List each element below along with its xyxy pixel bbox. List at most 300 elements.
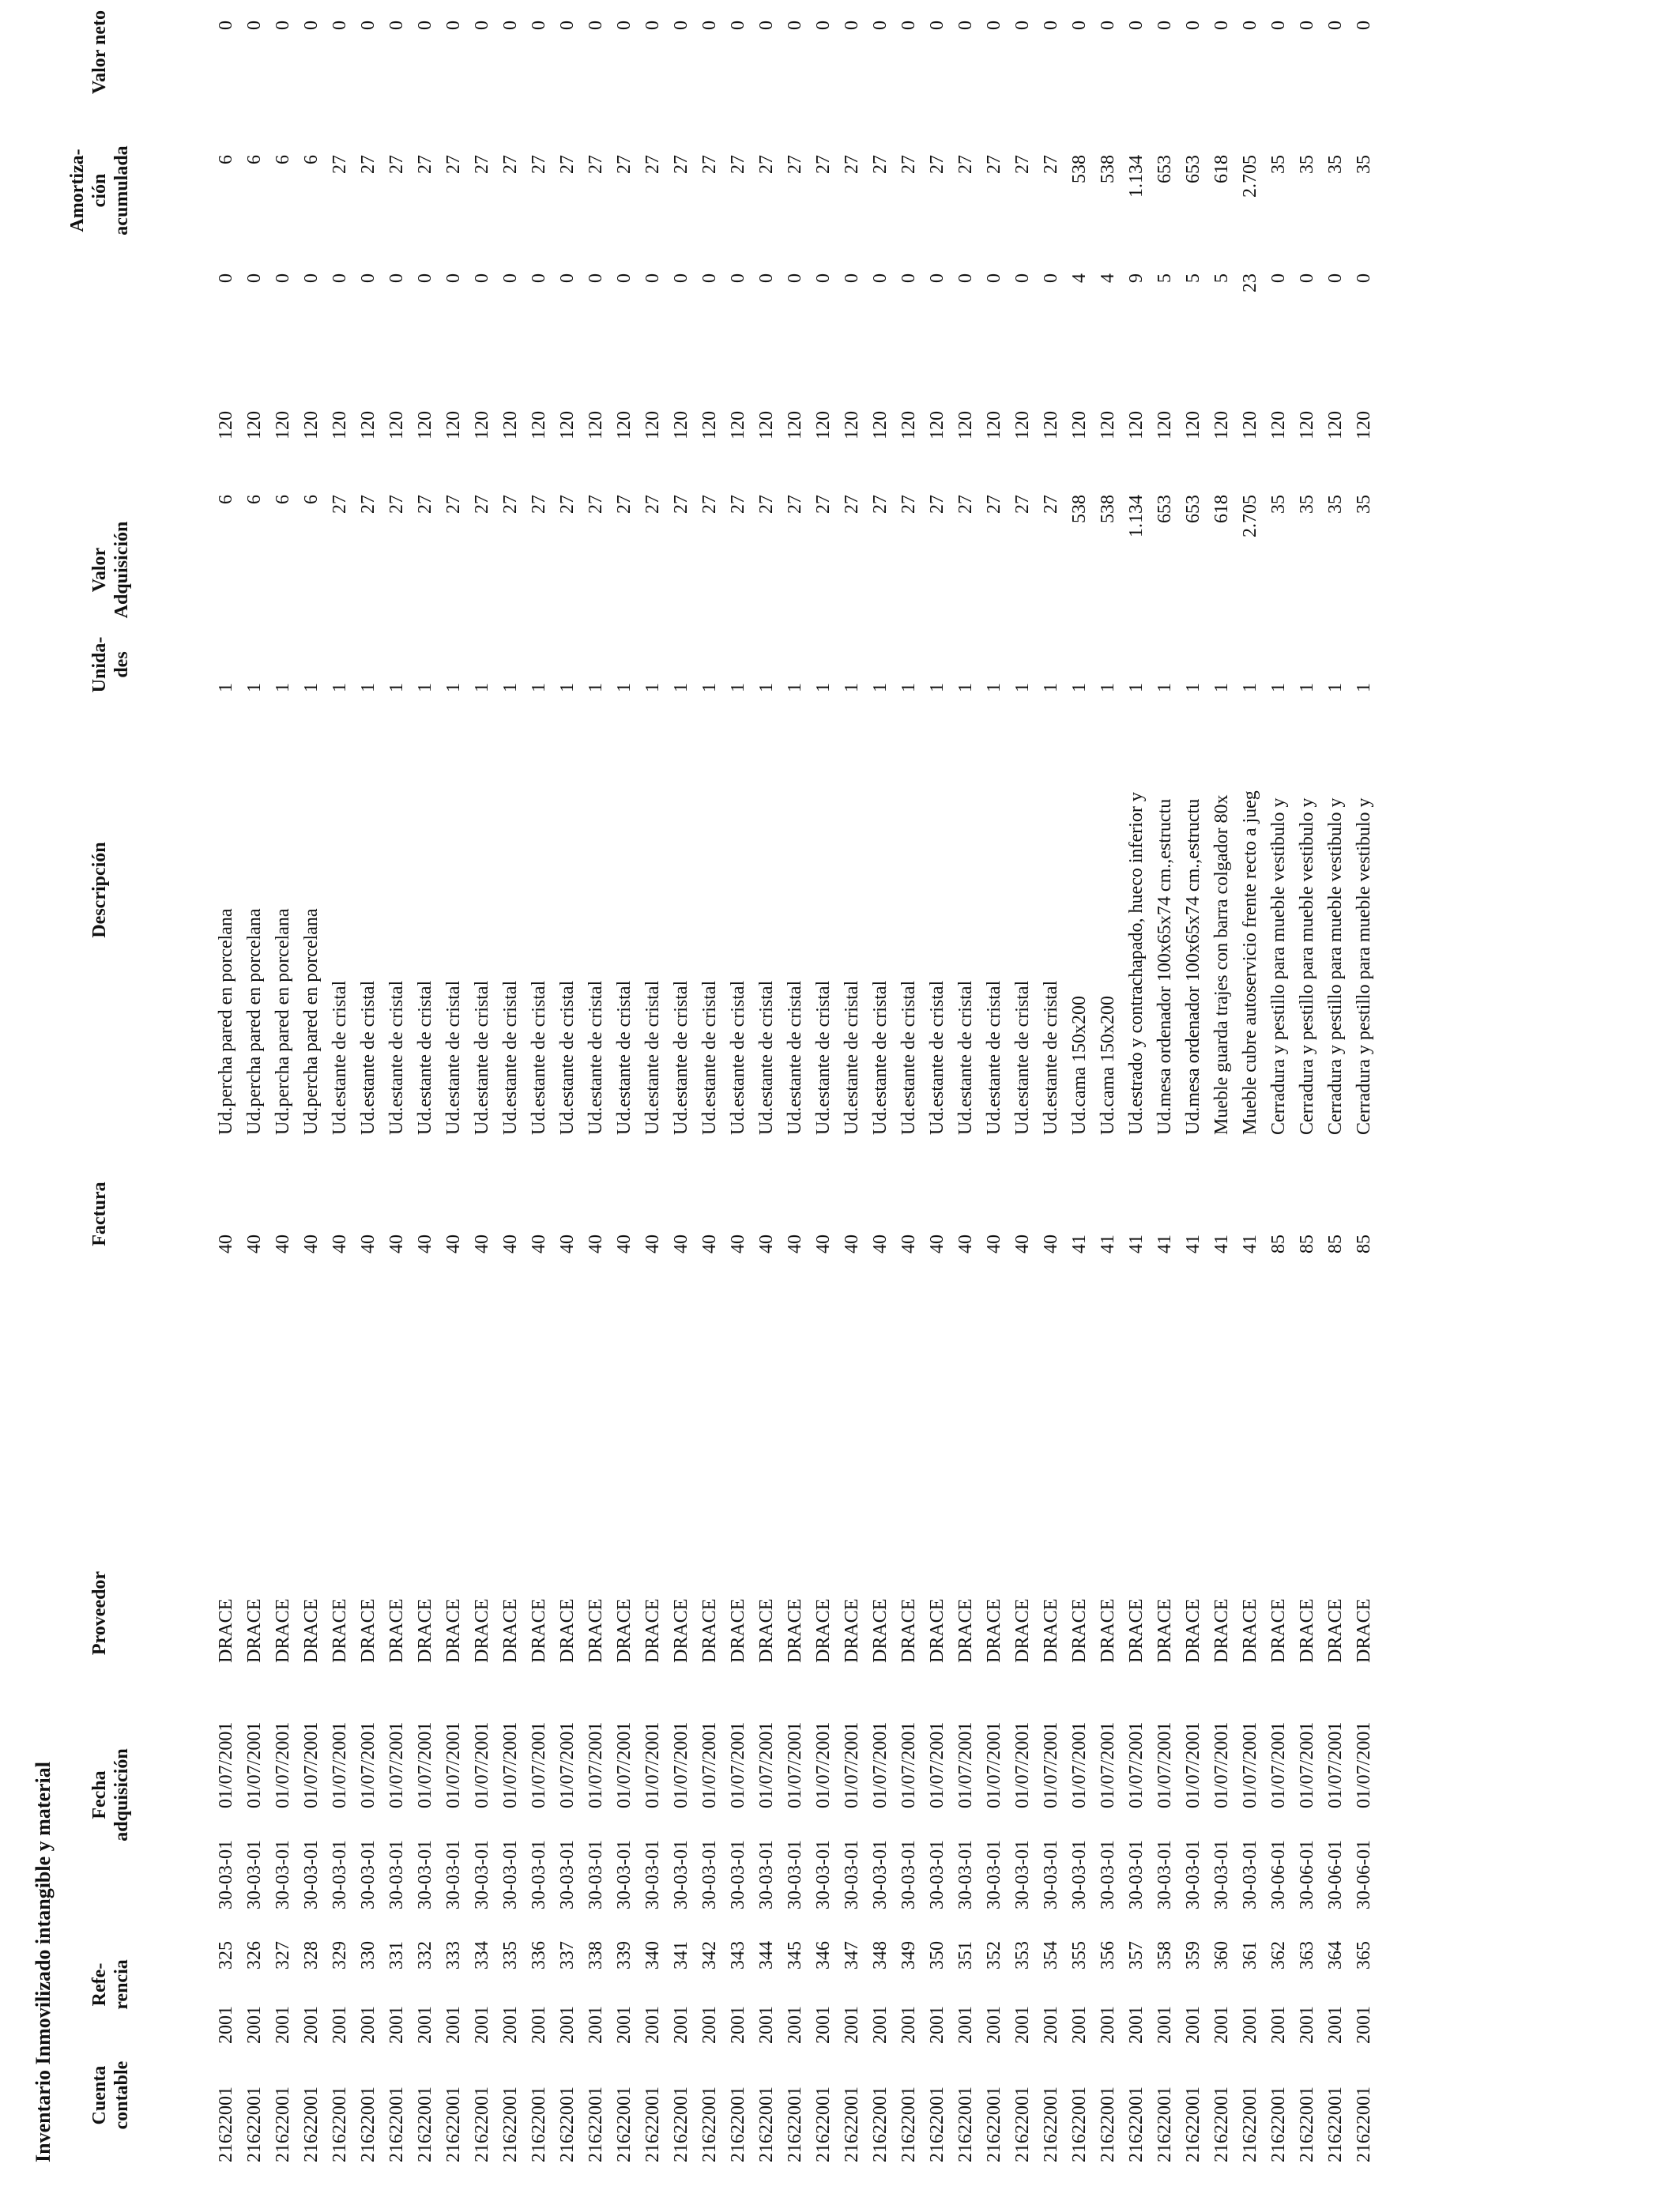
cell-descripcion: Ud.percha pared en porcelana [301, 908, 322, 1135]
table-row [582, 0, 610, 2194]
cell-factura: 40 [642, 1235, 663, 1253]
cell-factura: 40 [813, 1235, 834, 1253]
cell-dotacion: 0 [728, 273, 748, 283]
cell-vida-util: 120 [415, 411, 435, 439]
cell-valor-neto: 0 [386, 21, 407, 30]
table-row [1321, 0, 1350, 2194]
cell-valor-neto: 0 [671, 21, 691, 30]
cell-valor-neto: 0 [1325, 21, 1346, 30]
cell-cuenta-contable: 21622001 [1155, 2087, 1175, 2162]
cell-amortizacion-acumulada: 27 [472, 155, 492, 174]
cell-valor-adquisicion: 27 [642, 495, 663, 514]
cell-factura: 40 [1012, 1235, 1033, 1253]
cell-fecha-alta: 01/07/2001 [415, 1721, 435, 1808]
cell-unidades: 1 [443, 683, 464, 692]
cell-factura: 85 [1354, 1235, 1374, 1253]
cell-unidades: 1 [699, 683, 720, 692]
cell-fecha-alta: 01/07/2001 [1268, 1721, 1289, 1808]
cell-dotacion: 0 [301, 273, 322, 283]
cell-dotacion: 0 [358, 273, 379, 283]
cell-amortizacion-acumulada: 538 [1069, 155, 1090, 183]
header-referencia: Refe- rencia [89, 1959, 132, 2010]
cell-proveedor: DRACE [642, 1598, 663, 1663]
cell-referencia-year: 2001 [1126, 2006, 1147, 2044]
cell-proveedor: DRACE [984, 1598, 1004, 1663]
cell-vida-util: 120 [273, 411, 293, 439]
cell-valor-neto: 0 [1183, 21, 1203, 30]
header-descripcion: Descripción [89, 842, 110, 938]
cell-referencia-num: 353 [1012, 1941, 1033, 1970]
cell-cuenta-contable: 21622001 [699, 2087, 720, 2162]
cell-fecha-alta: 01/07/2001 [443, 1721, 464, 1808]
cell-descripcion: Ud.estante de cristal [699, 980, 720, 1135]
cell-valor-adquisicion: 35 [1325, 495, 1346, 514]
cell-valor-adquisicion: 27 [472, 495, 492, 514]
cell-valor-adquisicion: 35 [1354, 495, 1374, 514]
table-row [496, 0, 525, 2194]
cell-valor-neto: 0 [415, 21, 435, 30]
cell-fecha-adquisicion: 30-03-01 [927, 1840, 947, 1909]
cell-unidades: 1 [1325, 683, 1346, 692]
cell-referencia-num: 349 [898, 1941, 919, 1970]
cell-dotacion: 0 [671, 273, 691, 283]
cell-proveedor: DRACE [273, 1598, 293, 1663]
cell-valor-adquisicion: 35 [1268, 495, 1289, 514]
header-valor-adquisicion: Valor Adquisición [89, 521, 132, 619]
cell-amortizacion-acumulada: 27 [898, 155, 919, 174]
cell-cuenta-contable: 21622001 [273, 2087, 293, 2162]
cell-valor-adquisicion: 6 [301, 495, 322, 504]
cell-descripcion: Ud.estante de cristal [415, 980, 435, 1135]
cell-factura: 40 [358, 1235, 379, 1253]
cell-valor-neto: 0 [500, 21, 521, 30]
cell-vida-util: 120 [1041, 411, 1061, 439]
cell-descripcion: Cerradura y pestillo para mueble vestibulo y [1268, 797, 1289, 1135]
cell-dotacion: 0 [842, 273, 862, 283]
cell-fecha-alta: 01/07/2001 [984, 1721, 1004, 1808]
cell-proveedor: DRACE [301, 1598, 322, 1663]
cell-referencia-year: 2001 [500, 2006, 521, 2044]
table-row [525, 0, 553, 2194]
cell-proveedor: DRACE [500, 1598, 521, 1663]
cell-proveedor: DRACE [1297, 1598, 1317, 1663]
cell-valor-adquisicion: 6 [273, 495, 293, 504]
cell-referencia-year: 2001 [870, 2006, 891, 2044]
cell-unidades: 1 [1240, 683, 1260, 692]
cell-referencia-num: 344 [756, 1941, 777, 1970]
cell-cuenta-contable: 21622001 [358, 2087, 379, 2162]
cell-fecha-alta: 01/07/2001 [870, 1721, 891, 1808]
header-unidades: Unida- des [89, 636, 132, 693]
cell-dotacion: 0 [415, 273, 435, 283]
cell-fecha-alta: 01/07/2001 [671, 1721, 691, 1808]
cell-descripcion: Ud.estante de cristal [756, 980, 777, 1135]
cell-factura: 40 [500, 1235, 521, 1253]
cell-fecha-alta: 01/07/2001 [1012, 1721, 1033, 1808]
cell-valor-adquisicion: 538 [1069, 495, 1090, 523]
cell-referencia-year: 2001 [955, 2006, 976, 2044]
cell-cuenta-contable: 21622001 [1012, 2087, 1033, 2162]
cell-factura: 41 [1098, 1235, 1118, 1253]
cell-proveedor: DRACE [443, 1598, 464, 1663]
cell-cuenta-contable: 21622001 [1354, 2087, 1374, 2162]
cell-amortizacion-acumulada: 27 [842, 155, 862, 174]
cell-referencia-year: 2001 [927, 2006, 947, 2044]
cell-referencia-num: 342 [699, 1941, 720, 1970]
cell-descripcion: Ud.estante de cristal [870, 980, 891, 1135]
cell-fecha-adquisicion: 30-03-01 [842, 1840, 862, 1909]
cell-cuenta-contable: 21622001 [927, 2087, 947, 2162]
cell-descripcion: Ud.mesa ordenador 100x65x74 cm.,estructu [1155, 798, 1175, 1135]
cell-vida-util: 120 [358, 411, 379, 439]
cell-descripcion: Ud.estante de cristal [614, 980, 635, 1135]
cell-proveedor: DRACE [1183, 1598, 1203, 1663]
cell-unidades: 1 [1012, 683, 1033, 692]
cell-amortizacion-acumulada: 27 [415, 155, 435, 174]
cell-referencia-year: 2001 [1325, 2006, 1346, 2044]
cell-referencia-year: 2001 [386, 2006, 407, 2044]
cell-fecha-alta: 01/07/2001 [557, 1721, 578, 1808]
cell-amortizacion-acumulada: 538 [1098, 155, 1118, 183]
cell-referencia-num: 354 [1041, 1941, 1061, 1970]
cell-valor-neto: 0 [813, 21, 834, 30]
cell-factura: 40 [614, 1235, 635, 1253]
cell-fecha-adquisicion: 30-03-01 [1240, 1840, 1260, 1909]
cell-referencia-num: 348 [870, 1941, 891, 1970]
cell-proveedor: DRACE [927, 1598, 947, 1663]
cell-cuenta-contable: 21622001 [1240, 2087, 1260, 2162]
cell-descripcion: Ud.estante de cristal [500, 980, 521, 1135]
cell-cuenta-contable: 21622001 [785, 2087, 805, 2162]
cell-unidades: 1 [984, 683, 1004, 692]
cell-vida-util: 120 [1183, 411, 1203, 439]
cell-fecha-alta: 01/07/2001 [1354, 1721, 1374, 1808]
cell-fecha-alta: 01/07/2001 [529, 1721, 549, 1808]
cell-descripcion: Mueble guarda trajes con barra colgador 80x [1211, 794, 1232, 1135]
cell-amortizacion-acumulada: 27 [955, 155, 976, 174]
cell-valor-neto: 0 [529, 21, 549, 30]
cell-fecha-alta: 01/07/2001 [586, 1721, 606, 1808]
cell-proveedor: DRACE [330, 1598, 350, 1663]
cell-unidades: 1 [785, 683, 805, 692]
table-row [866, 0, 895, 2194]
cell-dotacion: 0 [813, 273, 834, 283]
cell-dotacion: 5 [1155, 273, 1175, 283]
header-cuenta-contable: Cuenta contable [89, 2060, 132, 2130]
cell-referencia-num: 346 [813, 1941, 834, 1970]
header-amortizacion-acumulada: Amortiza- ción acumulada [67, 145, 132, 236]
table-row [667, 0, 695, 2194]
cell-valor-neto: 0 [557, 21, 578, 30]
cell-proveedor: DRACE [1126, 1598, 1147, 1663]
cell-descripcion: Cerradura y pestillo para mueble vestibulo y [1325, 797, 1346, 1135]
cell-vida-util: 120 [927, 411, 947, 439]
cell-fecha-alta: 01/07/2001 [699, 1721, 720, 1808]
table-row [752, 0, 781, 2194]
cell-referencia-num: 358 [1155, 1941, 1175, 1970]
cell-proveedor: DRACE [244, 1598, 265, 1663]
cell-cuenta-contable: 21622001 [898, 2087, 919, 2162]
cell-referencia-year: 2001 [443, 2006, 464, 2044]
cell-fecha-alta: 01/07/2001 [1183, 1721, 1203, 1808]
cell-vida-util: 120 [671, 411, 691, 439]
cell-valor-adquisicion: 27 [557, 495, 578, 514]
cell-valor-adquisicion: 27 [1041, 495, 1061, 514]
cell-valor-neto: 0 [955, 21, 976, 30]
cell-vida-util: 120 [472, 411, 492, 439]
cell-valor-neto: 0 [1126, 21, 1147, 30]
cell-unidades: 1 [244, 683, 265, 692]
cell-referencia-num: 338 [586, 1941, 606, 1970]
cell-fecha-adquisicion: 30-03-01 [955, 1840, 976, 1909]
cell-factura: 40 [273, 1235, 293, 1253]
cell-fecha-adquisicion: 30-03-01 [1012, 1840, 1033, 1909]
cell-dotacion: 4 [1098, 273, 1118, 283]
cell-fecha-adquisicion: 30-03-01 [870, 1840, 891, 1909]
cell-dotacion: 5 [1183, 273, 1203, 283]
cell-proveedor: DRACE [842, 1598, 862, 1663]
cell-referencia-year: 2001 [614, 2006, 635, 2044]
cell-referencia-year: 2001 [813, 2006, 834, 2044]
cell-fecha-alta: 01/07/2001 [785, 1721, 805, 1808]
cell-unidades: 1 [1126, 683, 1147, 692]
cell-factura: 40 [244, 1235, 265, 1253]
cell-vida-util: 120 [216, 411, 236, 439]
cell-proveedor: DRACE [586, 1598, 606, 1663]
table-row [1122, 0, 1151, 2194]
cell-vida-util: 120 [699, 411, 720, 439]
cell-vida-util: 120 [500, 411, 521, 439]
cell-valor-adquisicion: 27 [842, 495, 862, 514]
cell-amortizacion-acumulada: 27 [984, 155, 1004, 174]
cell-fecha-alta: 01/07/2001 [756, 1721, 777, 1808]
cell-vida-util: 120 [1268, 411, 1289, 439]
cell-cuenta-contable: 21622001 [955, 2087, 976, 2162]
table-row [354, 0, 382, 2194]
cell-dotacion: 0 [557, 273, 578, 283]
cell-referencia-year: 2001 [529, 2006, 549, 2044]
table-row [382, 0, 411, 2194]
cell-valor-adquisicion: 27 [984, 495, 1004, 514]
cell-fecha-adquisicion: 30-03-01 [586, 1840, 606, 1909]
cell-descripcion: Ud.estante de cristal [529, 980, 549, 1135]
cell-unidades: 1 [330, 683, 350, 692]
cell-amortizacion-acumulada: 27 [529, 155, 549, 174]
cell-cuenta-contable: 21622001 [756, 2087, 777, 2162]
cell-vida-util: 120 [1211, 411, 1232, 439]
cell-fecha-alta: 01/07/2001 [1211, 1721, 1232, 1808]
cell-cuenta-contable: 21622001 [842, 2087, 862, 2162]
cell-referencia-year: 2001 [216, 2006, 236, 2044]
cell-referencia-num: 326 [244, 1941, 265, 1970]
cell-factura: 41 [1126, 1235, 1147, 1253]
cell-factura: 40 [557, 1235, 578, 1253]
table-row [1151, 0, 1179, 2194]
cell-amortizacion-acumulada: 27 [500, 155, 521, 174]
cell-cuenta-contable: 21622001 [1211, 2087, 1232, 2162]
header-valor-neto: Valor neto [89, 10, 110, 95]
cell-proveedor: DRACE [1155, 1598, 1175, 1663]
cell-vida-util: 120 [813, 411, 834, 439]
cell-unidades: 1 [415, 683, 435, 692]
cell-referencia-year: 2001 [330, 2006, 350, 2044]
cell-amortizacion-acumulada: 6 [244, 155, 265, 164]
cell-proveedor: DRACE [1041, 1598, 1061, 1663]
cell-valor-neto: 0 [842, 21, 862, 30]
header-fecha-adquisicion: Fecha adquisición [89, 1748, 132, 1842]
cell-valor-adquisicion: 27 [898, 495, 919, 514]
cell-amortizacion-acumulada: 6 [301, 155, 322, 164]
table-row [439, 0, 468, 2194]
cell-proveedor: DRACE [386, 1598, 407, 1663]
cell-vida-util: 120 [756, 411, 777, 439]
cell-amortizacion-acumulada: 27 [614, 155, 635, 174]
cell-dotacion: 0 [642, 273, 663, 283]
cell-vida-util: 120 [898, 411, 919, 439]
cell-cuenta-contable: 21622001 [870, 2087, 891, 2162]
cell-factura: 85 [1325, 1235, 1346, 1253]
cell-valor-neto: 0 [472, 21, 492, 30]
table-row [269, 0, 297, 2194]
table-row [1350, 0, 1378, 2194]
cell-valor-adquisicion: 6 [244, 495, 265, 504]
cell-vida-util: 120 [984, 411, 1004, 439]
cell-factura: 41 [1211, 1235, 1232, 1253]
cell-vida-util: 120 [586, 411, 606, 439]
cell-referencia-year: 2001 [1211, 2006, 1232, 2044]
cell-fecha-adquisicion: 30-03-01 [785, 1840, 805, 1909]
document-title: Inventario Inmovilizado intangible y material [32, 1762, 55, 2162]
cell-referencia-year: 2001 [244, 2006, 265, 2044]
cell-referencia-num: 332 [415, 1941, 435, 1970]
cell-fecha-alta: 01/07/2001 [813, 1721, 834, 1808]
cell-factura: 40 [301, 1235, 322, 1253]
cell-proveedor: DRACE [699, 1598, 720, 1663]
cell-cuenta-contable: 21622001 [1098, 2087, 1118, 2162]
table-row [781, 0, 809, 2194]
cell-cuenta-contable: 21622001 [614, 2087, 635, 2162]
cell-proveedor: DRACE [216, 1598, 236, 1663]
cell-proveedor: DRACE [557, 1598, 578, 1663]
cell-fecha-alta: 01/07/2001 [1126, 1721, 1147, 1808]
cell-unidades: 1 [642, 683, 663, 692]
cell-dotacion: 0 [898, 273, 919, 283]
cell-referencia-num: 335 [500, 1941, 521, 1970]
cell-referencia-num: 340 [642, 1941, 663, 1970]
cell-vida-util: 120 [244, 411, 265, 439]
cell-fecha-adquisicion: 30-03-01 [1211, 1840, 1232, 1909]
table-row [838, 0, 866, 2194]
cell-valor-adquisicion: 27 [614, 495, 635, 514]
cell-amortizacion-acumulada: 27 [671, 155, 691, 174]
cell-factura: 40 [927, 1235, 947, 1253]
cell-cuenta-contable: 21622001 [386, 2087, 407, 2162]
cell-referencia-num: 357 [1126, 1941, 1147, 1970]
cell-referencia-num: 327 [273, 1941, 293, 1970]
cell-fecha-adquisicion: 30-03-01 [1069, 1840, 1090, 1909]
cell-descripcion: Ud.estante de cristal [927, 980, 947, 1135]
cell-factura: 40 [756, 1235, 777, 1253]
table-row [1179, 0, 1207, 2194]
cell-descripcion: Ud.percha pared en porcelana [273, 908, 293, 1135]
cell-descripcion: Ud.estante de cristal [842, 980, 862, 1135]
cell-fecha-adquisicion: 30-03-01 [1155, 1840, 1175, 1909]
cell-valor-adquisicion: 27 [785, 495, 805, 514]
cell-referencia-year: 2001 [472, 2006, 492, 2044]
cell-unidades: 1 [301, 683, 322, 692]
cell-unidades: 1 [1297, 683, 1317, 692]
cell-amortizacion-acumulada: 27 [330, 155, 350, 174]
cell-descripcion: Ud.estrado y contrachapado, hueco inferior y [1126, 792, 1147, 1135]
cell-fecha-alta: 01/07/2001 [500, 1721, 521, 1808]
cell-unidades: 1 [1211, 683, 1232, 692]
cell-fecha-alta: 01/07/2001 [1325, 1721, 1346, 1808]
cell-factura: 40 [330, 1235, 350, 1253]
cell-unidades: 1 [898, 683, 919, 692]
cell-factura: 40 [443, 1235, 464, 1253]
cell-valor-neto: 0 [1354, 21, 1374, 30]
cell-amortizacion-acumulada: 35 [1268, 155, 1289, 174]
cell-dotacion: 0 [1354, 273, 1374, 283]
cell-amortizacion-acumulada: 35 [1354, 155, 1374, 174]
cell-dotacion: 0 [529, 273, 549, 283]
cell-fecha-adquisicion: 30-06-01 [1297, 1840, 1317, 1909]
cell-dotacion: 0 [443, 273, 464, 283]
cell-unidades: 1 [1268, 683, 1289, 692]
cell-dotacion: 0 [955, 273, 976, 283]
cell-valor-neto: 0 [1268, 21, 1289, 30]
cell-factura: 40 [984, 1235, 1004, 1253]
cell-proveedor: DRACE [1098, 1598, 1118, 1663]
cell-vida-util: 120 [529, 411, 549, 439]
cell-valor-adquisicion: 2.705 [1240, 495, 1260, 537]
table-row [1008, 0, 1037, 2194]
cell-dotacion: 5 [1211, 273, 1232, 283]
table-row [638, 0, 667, 2194]
cell-referencia-year: 2001 [1268, 2006, 1289, 2044]
cell-descripcion: Ud.estante de cristal [728, 980, 748, 1135]
cell-fecha-alta: 01/07/2001 [1240, 1721, 1260, 1808]
cell-amortizacion-acumulada: 27 [699, 155, 720, 174]
cell-factura: 41 [1155, 1235, 1175, 1253]
cell-fecha-alta: 01/07/2001 [728, 1721, 748, 1808]
cell-unidades: 1 [216, 683, 236, 692]
cell-amortizacion-acumulada: 27 [386, 155, 407, 174]
cell-valor-neto: 0 [1098, 21, 1118, 30]
cell-referencia-num: 331 [386, 1941, 407, 1970]
cell-valor-neto: 0 [614, 21, 635, 30]
cell-descripcion: Cerradura y pestillo para mueble vestibulo y [1297, 797, 1317, 1135]
cell-proveedor: DRACE [415, 1598, 435, 1663]
table-row [1264, 0, 1293, 2194]
table-row [1207, 0, 1236, 2194]
cell-vida-util: 120 [557, 411, 578, 439]
cell-dotacion: 0 [386, 273, 407, 283]
cell-proveedor: DRACE [756, 1598, 777, 1663]
cell-valor-adquisicion: 538 [1098, 495, 1118, 523]
cell-referencia-year: 2001 [301, 2006, 322, 2044]
cell-fecha-alta: 01/07/2001 [301, 1721, 322, 1808]
cell-unidades: 1 [586, 683, 606, 692]
cell-referencia-year: 2001 [1098, 2006, 1118, 2044]
cell-vida-util: 120 [728, 411, 748, 439]
cell-vida-util: 120 [1354, 411, 1374, 439]
cell-proveedor: DRACE [813, 1598, 834, 1663]
cell-unidades: 1 [728, 683, 748, 692]
cell-cuenta-contable: 21622001 [1183, 2087, 1203, 2162]
cell-valor-neto: 0 [1240, 21, 1260, 30]
table-row [724, 0, 752, 2194]
